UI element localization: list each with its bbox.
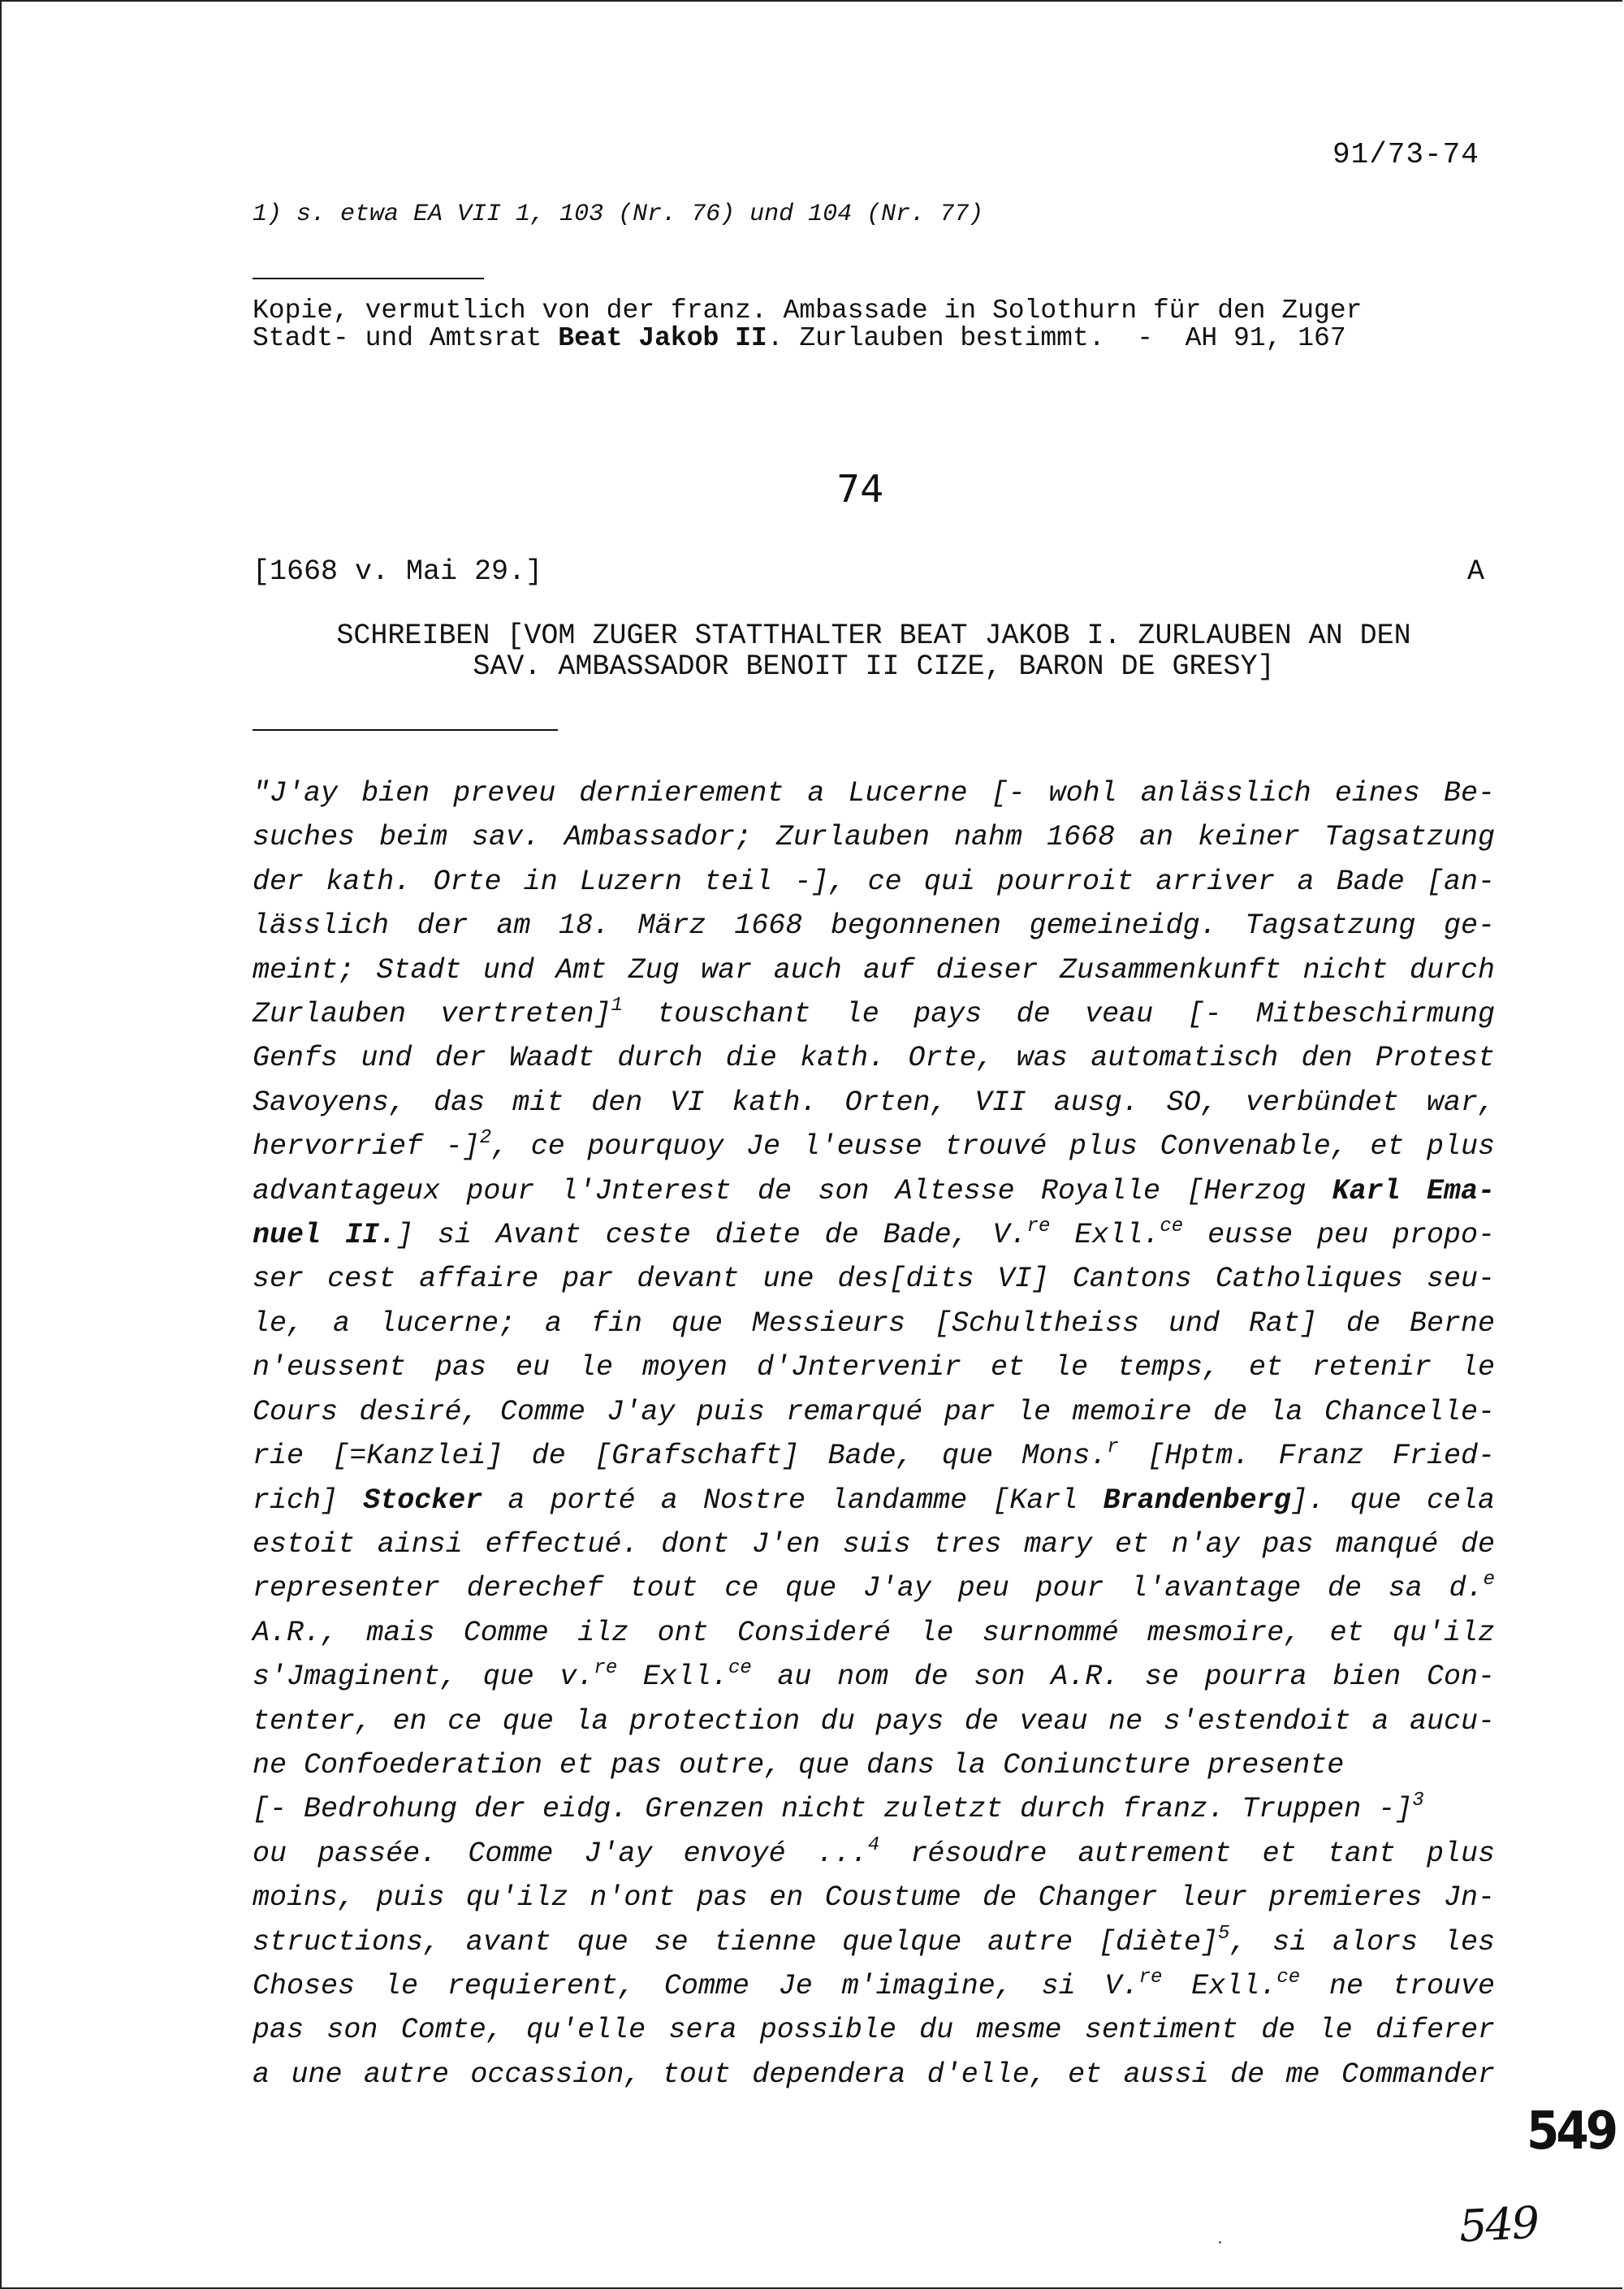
archive-stamp-number: 549	[1527, 2100, 1616, 2162]
document-title-line-1: SCHREIBEN [VOM ZUGER STATTHALTER BEAT JAKOB I. ZURLAUBEN AN DEN	[336, 620, 1411, 652]
body-line: Genfs und der Waadt durch die kath. Orte, was automatisch den Protest	[253, 1042, 1495, 1075]
body-line: ne Confoederation et pas outre, que dans la Coniuncture presente	[253, 1748, 1345, 1782]
body-line: Cours desiré, Comme J'ay puis remarqué par le memoire de la Chancelle-	[253, 1395, 1495, 1428]
document-title-line-2: SAV. AMBASSADOR BENOIT II CIZE, BARON DE GRESY]	[473, 650, 1275, 683]
person-name: nuel II.	[253, 1219, 396, 1252]
body-line: "J'ay bien preveu dernierement a Lucerne [- wohl anlässlich eines Be-	[253, 777, 1495, 810]
person-name: Stocker	[363, 1484, 483, 1517]
body-line: A.R., mais Comme ilz ont Consideré le surnommé mesmoire, et qu'ilz	[253, 1616, 1495, 1649]
scan-speck	[1219, 2241, 1221, 2244]
body-line: meint; Stadt und Amt Zug war auch auf dieser Zusammenkunft nicht durch	[253, 953, 1495, 987]
title-rule	[253, 729, 558, 731]
letter-body	[253, 771, 1495, 2097]
document-date: [1668 v. Mai 29.]	[253, 555, 543, 588]
body-line: suches beim sav. Ambassador; Zurlauben nahm 1668 an keiner Tagsatzung	[253, 821, 1495, 854]
source-note	[253, 297, 1362, 352]
source-note-line-2-post: . Zurlauben bestimmt. - AH 91, 167	[767, 323, 1346, 353]
body-line: s'Jmaginent, que v.$^{re}$ Exll.$^{ce}$ au nom de son A.R. se pourra bien Con-	[253, 1657, 1495, 1694]
body-line: advantageux pour l'Jnterest de son Altesse Royalle [Herzog Karl Ema-	[253, 1174, 1496, 1207]
body-line: rie [=Kanzlei] de [Grafschaft] Bade, que Mons.$^r$ [Hptm. Franz Fried-	[253, 1436, 1495, 1473]
body-line: [- Bedrohung der eidg. Grenzen nicht zuletzt durch franz. Truppen -]$^3$	[253, 1790, 1424, 1826]
source-note-line-1: Kopie, vermutlich von der franz. Ambassade in Solothurn für den Zuger	[253, 296, 1363, 326]
footnote-marker: 5	[1218, 1922, 1230, 1945]
page-number: 91/73-74	[1332, 138, 1479, 171]
body-line: structions, avant que se tienne quelque autre [diète]$^5$, si alors les	[253, 1922, 1495, 1959]
footnote-reference: 1) s. etwa EA VII 1, 103 (Nr. 76) und 104 (Nr. 77)	[253, 201, 984, 228]
body-line: Choses le requierent, Comme Je m'imagine, si V.$^{re}$ Exll.$^{ce}$ ne trouve	[253, 1966, 1495, 2002]
body-line: nuel II.] si Avant ceste diete de Bade, V.$^{re}$ Exll.$^{ce}$ eusse peu propo-	[253, 1216, 1495, 1252]
person-name: Brandenberg	[1103, 1484, 1291, 1517]
body-line: ser cest affaire par devant une des[dits VI] Cantons Catholiques seu-	[253, 1263, 1495, 1296]
footnote-marker: 3	[1412, 1790, 1424, 1812]
footnote-rule	[253, 278, 484, 279]
body-line: representer derechef tout ce que J'ay peu pour l'avantage de sa d.$^e$	[253, 1569, 1495, 1605]
body-line: rich] Stocker a porté a Nostre landamme [Karl Brandenberg]. que cela	[253, 1484, 1495, 1517]
source-note-line-2-pre: Stadt- und Amtsrat	[253, 323, 559, 353]
body-line: le, a lucerne; a fin que Messieurs [Schultheiss und Rat] de Berne	[253, 1306, 1495, 1340]
source-note-recipient: Beat Jakob II	[558, 323, 767, 353]
document-title	[253, 620, 1495, 682]
document-version-letter: A	[1467, 555, 1485, 588]
person-name: Karl Ema-	[1332, 1174, 1496, 1207]
body-line: n'eussent pas eu le moyen d'Jntervenir et le temps, et retenir le	[253, 1351, 1495, 1384]
body-line: der kath. Orte in Luzern teil -], ce qui pourroit arriver a Bade [an-	[253, 865, 1495, 898]
body-line: pas son Comte, qu'elle sera possible du mesme sentiment de le diferer	[253, 2014, 1495, 2047]
handwritten-page-number: 549	[1458, 2196, 1540, 2252]
body-line: a une autre occassion, tout dependera d'elle, et aussi de me Commander	[253, 2058, 1495, 2091]
footnote-marker: 4	[867, 1833, 880, 1856]
footnote-marker: 2	[479, 1127, 492, 1150]
body-line: ou passée. Comme J'ay envoyé ...$^4$ résoudre autrement et tant plus	[253, 1833, 1495, 1870]
body-line: tenter, en ce que la protection du pays de veau ne s'estendoit a aucu-	[253, 1704, 1495, 1738]
body-line: lässlich der am 18. März 1668 begonnenen gemeineidg. Tagsatzung ge-	[253, 909, 1495, 943]
footnote-marker: 1	[611, 995, 623, 1017]
document-number: 74	[836, 467, 884, 511]
body-line: estoit ainsi effectué. dont J'en suis tres mary et n'ay pas manqué de	[253, 1527, 1495, 1561]
body-line: Savoyens, das mit den VI kath. Orten, VII ausg. SO, verbündet war,	[253, 1086, 1495, 1119]
body-line: Zurlauben vertreten]$^1$ touschant le pays de veau [- Mitbeschirmung	[253, 995, 1495, 1031]
body-line: moins, puis qu'ilz n'ont pas en Coustume de Changer leur premieres Jn-	[253, 1881, 1495, 1915]
body-line: hervorrief -]$^2$, ce pourquoy Je l'eusse trouvé plus Convenable, et plus	[253, 1127, 1495, 1164]
